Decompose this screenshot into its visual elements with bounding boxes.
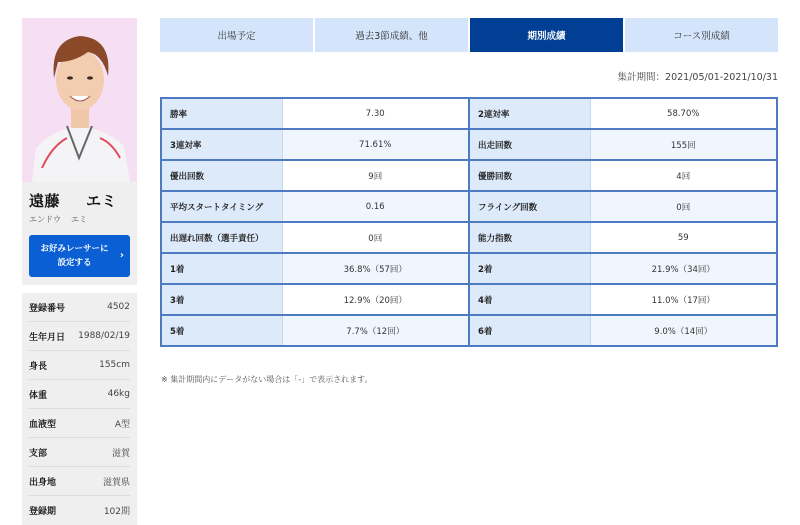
stat-label: 2連対率: [469, 98, 590, 129]
stat-label: 5着: [161, 315, 282, 346]
info-value: A型: [114, 419, 130, 430]
stat-label: 平均スタートタイミング: [161, 191, 282, 222]
stat-label: 3連対率: [161, 129, 282, 160]
info-value: 46kg: [107, 389, 130, 399]
table-row: [161, 315, 777, 346]
racer-name: [29, 190, 130, 211]
table-row: [161, 284, 777, 315]
info-row-height: [29, 351, 130, 380]
profile-summary: [22, 182, 137, 285]
info-value: 滋賀県: [102, 477, 130, 488]
table-row: [161, 253, 777, 284]
racer-photo: [22, 18, 137, 182]
info-label: 支部: [29, 448, 48, 459]
info-row-weight: [29, 380, 130, 409]
stat-value: 0.16: [282, 191, 469, 222]
info-label: 体重: [29, 390, 48, 401]
info-label: 身長: [29, 361, 48, 372]
set-favorite-racer-button[interactable]: [29, 235, 130, 277]
stat-label: 出遅れ回数（選手責任）: [161, 222, 282, 253]
stat-value: 58.70%: [590, 98, 777, 129]
info-row-branch: [29, 438, 130, 467]
stat-value: 0回: [590, 191, 777, 222]
stat-value: 155回: [590, 129, 777, 160]
info-value: 102期: [103, 507, 130, 517]
aggregation-period: 集計期間：2021/05/01-2021/10/31: [617, 72, 778, 83]
info-row-blood-type: [29, 409, 130, 438]
stat-label: 勝率: [161, 98, 282, 129]
stat-label: 2着: [469, 253, 590, 284]
info-value: 滋賀: [111, 448, 130, 459]
stat-label: 能力指数: [469, 222, 590, 253]
info-label: 出身地: [29, 477, 57, 488]
table-row: [161, 160, 777, 191]
stat-value: 7.7%（12回）: [282, 315, 469, 346]
stat-label: 6着: [469, 315, 590, 346]
stat-label: 優出回数: [161, 160, 282, 191]
table-row: [161, 98, 777, 129]
stat-value: 7.30: [282, 98, 469, 129]
favorite-button-line1: お好みレーサーに: [40, 244, 109, 254]
favorite-button-line2: 設定する: [57, 258, 92, 268]
stat-value: 21.9%（34回）: [590, 253, 777, 284]
racer-family-kana: エンドウ: [29, 215, 61, 224]
stat-value: 36.8%（57回）: [282, 253, 469, 284]
info-row-registration-number: [29, 293, 130, 322]
stat-label: 4着: [469, 284, 590, 315]
stat-value: 9.0%（14回）: [590, 315, 777, 346]
racer-name-kana: [29, 214, 130, 225]
racer-given-kana: エミ: [71, 215, 87, 224]
racer-info-list: [22, 293, 137, 525]
info-label: 登録期: [29, 507, 57, 517]
table-row: [161, 222, 777, 253]
info-row-hometown: [29, 467, 130, 496]
tab-term-results[interactable]: 期別成績: [470, 18, 623, 52]
racer-portrait-icon: [22, 18, 137, 182]
tab-upcoming-races[interactable]: 出場予定: [160, 18, 313, 52]
info-label: 生年月日: [29, 332, 66, 343]
chevron-right-icon: ›: [119, 250, 124, 261]
info-label: 登録番号: [29, 303, 66, 314]
stat-label: フライング回数: [469, 191, 590, 222]
stat-value: 59: [590, 222, 777, 253]
racer-family-name: 遠藤: [29, 192, 61, 210]
table-row: [161, 129, 777, 160]
stat-label: 出走回数: [469, 129, 590, 160]
info-value: 1988/02/19: [78, 331, 130, 341]
table-row: [161, 191, 777, 222]
stat-value: 9回: [282, 160, 469, 191]
stat-value: 0回: [282, 222, 469, 253]
stat-value: 12.9%（20回）: [282, 284, 469, 315]
racer-given-name: エミ: [86, 192, 118, 210]
racer-profile-sidebar: [22, 18, 137, 525]
stat-label: 1着: [161, 253, 282, 284]
stat-value: 4回: [590, 160, 777, 191]
stat-value: 11.0%（17回）: [590, 284, 777, 315]
stat-value: 71.61%: [282, 129, 469, 160]
no-data-note: ※ 集計期間内にデータがない場合は「-」で表示されます。: [161, 375, 373, 384]
tab-past-3-sessions[interactable]: 過去3節成績、他: [315, 18, 468, 52]
info-row-registration-term: [29, 496, 130, 525]
stat-label: 優勝回数: [469, 160, 590, 191]
stat-label: 3着: [161, 284, 282, 315]
info-label: 血液型: [29, 419, 57, 430]
info-value: 4502: [107, 302, 130, 312]
tab-course-results[interactable]: コース別成績: [625, 18, 778, 52]
info-value: 155cm: [99, 360, 130, 370]
stats-tabs: [160, 18, 778, 52]
term-stats-table: [160, 97, 778, 347]
info-row-birthdate: [29, 322, 130, 351]
